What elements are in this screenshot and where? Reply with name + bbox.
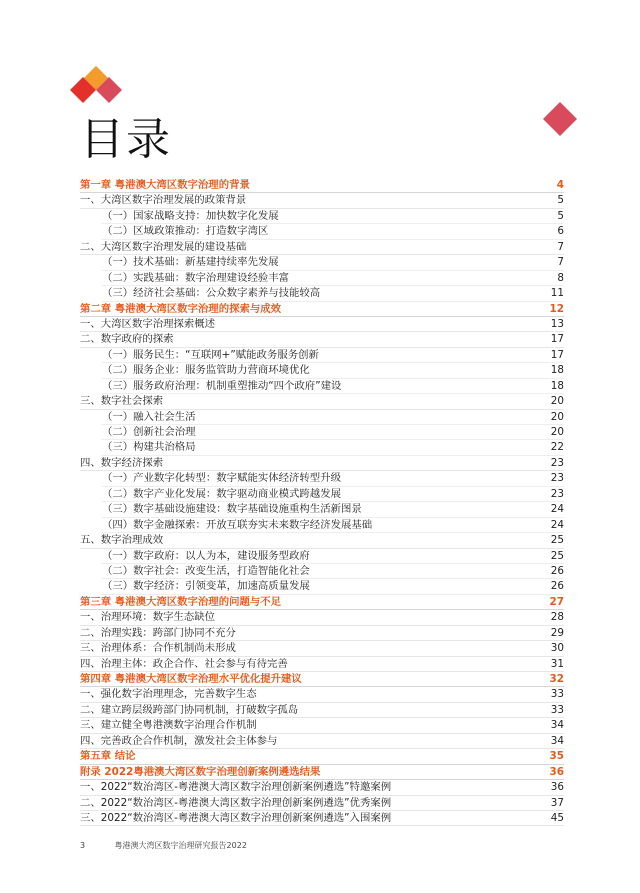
toc-entry[interactable] [80,379,564,394]
page-footer [80,840,247,851]
toc-chapter-entry[interactable] [80,178,564,193]
toc-entry[interactable] [80,224,564,239]
toc-entry-title: 第五章 结论 [80,750,136,763]
toc-chapter-entry[interactable] [80,749,564,764]
toc-entry-title: 三、数字社会探索 [80,395,164,408]
toc-entry-title: 三、2022“数治湾区-粤港澳大湾区数字治理创新案例遴选”入围案例 [80,811,392,824]
toc-entry-page: 30 [550,642,564,655]
toc-entry-title: （三）数字经济：引领变革，加速高质量发展 [102,580,310,593]
toc-entry-page: 17 [550,333,564,346]
footer-report-title: 粤港澳大湾区数字治理研究报告2022 [114,841,247,850]
toc-entry[interactable] [80,703,564,718]
toc-entry-page: 8 [557,271,564,284]
toc-entry-title: （一）服务民生：“互联网+”赋能政务服务创新 [102,348,319,361]
toc-entry-title: （二）数字产业化发展：数字驱动商业模式跨越发展 [102,487,341,500]
toc-entry-page: 26 [550,564,564,577]
toc-entry-page: 6 [557,225,564,238]
toc-entry-page: 29 [550,626,564,639]
toc-entry[interactable] [80,255,564,270]
toc-chapter-entry[interactable] [80,672,564,687]
toc-entry-page: 36 [549,765,564,778]
toc-entry-page: 34 [550,719,564,732]
toc-entry-page: 7 [557,240,564,253]
toc-entry[interactable] [80,626,564,641]
toc-entry-title: （一）国家战略支持：加快数字化发展 [102,209,279,222]
toc-entry-page: 33 [550,703,564,716]
toc-entry-page: 34 [550,734,564,747]
toc-entry-title: 四、数字经济探索 [80,456,164,469]
toc-entry-page: 35 [549,750,564,763]
toc-entry-page: 5 [557,194,564,207]
toc-entry-page: 23 [550,456,564,469]
toc-entry-title: （一）技术基础：新基建持续率先发展 [102,256,279,269]
toc-entry-title: 一、2022“数治湾区-粤港澳大湾区数字治理创新案例遴选”特邀案例 [80,781,392,794]
toc-entry[interactable] [80,317,564,332]
toc-entry[interactable] [80,610,564,625]
table-of-contents [80,178,564,826]
toc-entry-page: 22 [550,441,564,454]
toc-entry-title: （一）融入社会生活 [102,410,196,423]
side-diamond [543,102,577,136]
toc-entry-title: 四、完善政企合作机制，激发社会主体参与 [80,734,278,747]
toc-entry-title: （三）构建共治格局 [102,441,196,454]
toc-entry-page: 32 [549,673,564,685]
toc-entry-title: （二）实践基础：数字治理建设经验丰富 [102,271,290,284]
toc-entry[interactable] [80,456,564,471]
toc-entry-page: 25 [550,534,564,547]
toc-entry[interactable] [80,780,564,795]
toc-entry[interactable] [80,240,564,255]
toc-entry[interactable] [80,425,564,440]
toc-entry-title: 二、治理实践：跨部门协同不充分 [80,626,236,639]
toc-entry-title: （一）产业数字化转型：数字赋能实体经济转型升级 [102,472,341,485]
toc-entry[interactable] [80,687,564,702]
toc-entry-title: （二）区域政策推动：打造数字湾区 [102,225,269,238]
toc-entry-title: 一、强化数字治理理念，完善数字生态 [80,688,257,701]
toc-chapter-entry[interactable] [80,765,564,780]
toc-entry-title: （三）经济社会基础：公众数字素养与技能较高 [102,287,321,300]
toc-entry[interactable] [80,363,564,378]
toc-entry-page: 25 [550,549,564,562]
toc-entry-page: 12 [549,302,564,315]
toc-entry-page: 27 [549,595,564,608]
toc-entry-title: 第四章 粤港澳大湾区数字治理水平优化提升建议 [80,673,302,685]
toc-entry-page: 5 [557,209,564,222]
toc-entry-page: 11 [550,287,564,300]
toc-entry-title: 一、治理环境：数字生态缺位 [80,611,216,624]
toc-entry-title: （二）服务企业：服务监管助力营商环境优化 [102,364,310,377]
toc-entry[interactable] [80,332,564,347]
toc-entry-title: （三）数字基础设施建设：数字基础设施重构生活新图景 [102,503,362,516]
toc-entry-page: 7 [557,256,564,269]
toc-entry[interactable] [80,348,564,363]
toc-entry[interactable] [80,564,564,579]
logo-diamonds [66,66,130,110]
toc-entry-page: 28 [550,611,564,624]
toc-entry-title: （二）数字社会：改变生活，打造智能化社会 [102,564,310,577]
toc-entry[interactable] [80,549,564,564]
toc-entry-page: 31 [550,657,564,670]
toc-chapter-entry[interactable] [80,595,564,610]
toc-entry-page: 33 [550,688,564,701]
toc-entry-page: 36 [550,781,564,794]
toc-entry-title: 第一章 粤港澳大湾区数字治理的背景 [80,179,250,191]
toc-entry-title: （一）数字政府：以人为本，建设服务型政府 [102,549,310,562]
toc-entry[interactable] [80,518,564,533]
toc-entry[interactable] [80,410,564,425]
toc-entry[interactable] [80,796,564,811]
toc-entry-title: 五、数字治理成效 [80,534,164,547]
toc-entry[interactable] [80,811,564,826]
toc-entry-page: 26 [550,580,564,593]
toc-entry-page: 17 [550,348,564,361]
toc-entry[interactable] [80,734,564,749]
toc-entry[interactable] [80,271,564,286]
toc-entry-title: 三、治理体系：合作机制尚未形成 [80,642,236,655]
toc-entry-page: 20 [550,395,564,408]
toc-entry-page: 13 [550,317,564,330]
toc-entry-page: 24 [550,503,564,516]
toc-entry[interactable] [80,487,564,502]
toc-entry[interactable] [80,471,564,486]
toc-entry-title: （四）数字金融探索：开放互联夯实未来数字经济发展基础 [102,518,373,531]
toc-entry[interactable] [80,193,564,208]
toc-entry-page: 18 [550,364,564,377]
toc-entry-title: 四、治理主体：政企合作、社会参与有待完善 [80,657,288,670]
toc-entry-title: 第三章 粤港澳大湾区数字治理的问题与不足 [80,595,282,608]
toc-entry-page: 37 [550,796,564,809]
toc-entry-title: 二、大湾区数字治理发展的建设基础 [80,240,247,253]
toc-entry-page: 24 [550,518,564,531]
toc-entry-title: 二、数字政府的探索 [80,333,174,346]
toc-entry-page: 4 [556,179,564,191]
toc-entry-title: （二）创新社会治理 [102,426,196,438]
toc-entry[interactable] [80,502,564,517]
toc-entry-title: （三）服务政府治理：机制重塑推动“四个政府”建设 [102,379,342,392]
toc-entry[interactable] [80,718,564,733]
toc-entry-title: 三、建立健全粤港澳数字治理合作机制 [80,719,257,732]
toc-entry-page: 18 [550,379,564,392]
toc-entry[interactable] [80,394,564,409]
toc-entry-page: 23 [550,487,564,500]
toc-entry-title: 二、2022“数治湾区-粤港澳大湾区数字治理创新案例遴选”优秀案例 [80,796,392,809]
toc-entry-title: 一、大湾区数字治理探索概述 [80,317,216,330]
page-title: 目录 [80,114,172,165]
toc-entry[interactable] [80,533,564,548]
toc-entry[interactable] [80,209,564,224]
toc-entry[interactable] [80,657,564,672]
toc-entry-page: 20 [550,410,564,423]
toc-entry[interactable] [80,579,564,594]
toc-entry[interactable] [80,641,564,656]
toc-entry-title: 二、建立跨层级跨部门协同机制，打破数字孤岛 [80,703,299,716]
toc-entry-page: 45 [550,811,564,824]
toc-entry[interactable] [80,440,564,455]
toc-entry-title: 第二章 粤港澳大湾区数字治理的探索与成效 [80,302,282,315]
toc-entry-page: 20 [550,426,564,438]
footer-page-number: 3 [80,841,86,850]
toc-entry-title: 附录 2022粤港澳大湾区数字治理创新案例遴选结果 [80,765,321,778]
toc-entry-title: 一、大湾区数字治理发展的政策背景 [80,194,247,207]
toc-chapter-entry[interactable] [80,302,564,317]
toc-entry-page: 23 [550,472,564,485]
toc-entry[interactable] [80,286,564,301]
